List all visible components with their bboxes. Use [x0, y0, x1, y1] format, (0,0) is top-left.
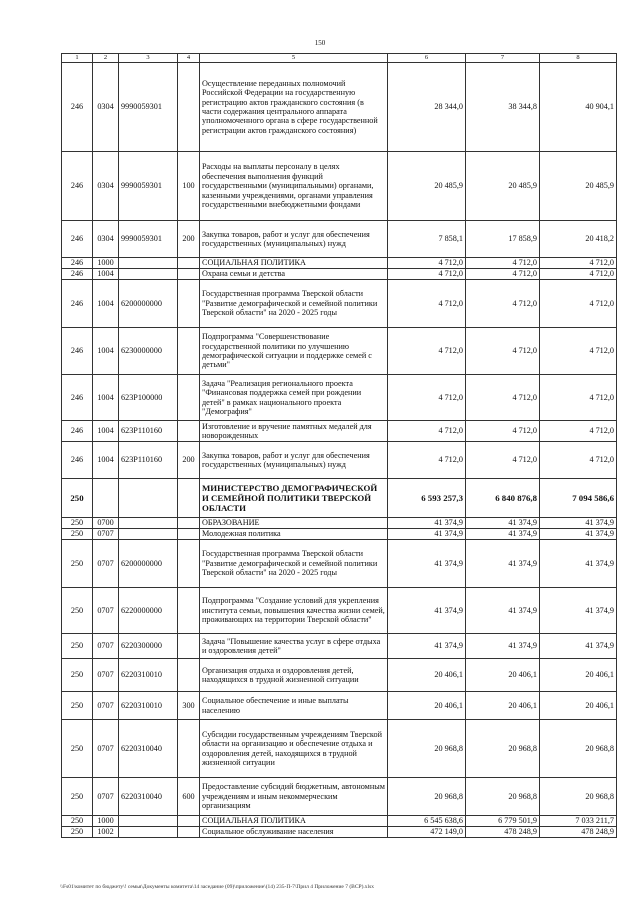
target-article-code: 9990059301 [119, 63, 178, 152]
item-name: Подпрограмма "Создание условий для укрепления института семьи, повышения качества жизни семей, проживающих на территории Тверской области" [200, 588, 388, 634]
row-code: 250 [62, 634, 93, 659]
item-name: Закупка товаров, работ и услуг для обеспечения государственных (муниципальных) нужд [200, 221, 388, 258]
amount-year-3: 20 406,1 [540, 692, 617, 720]
amount-year-1: 4 712,0 [388, 258, 466, 269]
item-name: Расходы на выплаты персоналу в целях обеспечения выполнения функций государственными (муниципальными) органами, казенными учреждениями, органами управления государственными внебюджетными фондами [200, 152, 388, 221]
column-number: 4 [178, 54, 200, 63]
section-code: 1004 [93, 375, 119, 421]
target-article-code [119, 258, 178, 269]
amount-year-1: 4 712,0 [388, 442, 466, 479]
row-code: 250 [62, 659, 93, 692]
row-code: 250 [62, 479, 93, 518]
row-code: 250 [62, 529, 93, 540]
section-code: 0707 [93, 634, 119, 659]
amount-year-3: 41 374,9 [540, 518, 617, 529]
expense-type-code [178, 479, 200, 518]
amount-year-2: 41 374,9 [466, 634, 540, 659]
table-row [62, 816, 617, 827]
row-code: 250 [62, 778, 93, 816]
amount-year-1: 6 545 638,6 [388, 816, 466, 827]
table-row [62, 221, 617, 258]
amount-year-1: 20 968,8 [388, 778, 466, 816]
target-article-code: 6220310010 [119, 659, 178, 692]
item-name: Задача "Реализация регионального проекта "Финансовая поддержка семей при рождении детей" в рамках национального проекта "Демография" [200, 375, 388, 421]
amount-year-3: 41 374,9 [540, 634, 617, 659]
amount-year-1: 4 712,0 [388, 375, 466, 421]
table-row [62, 518, 617, 529]
section-code: 0304 [93, 152, 119, 221]
amount-year-2: 4 712,0 [466, 442, 540, 479]
amount-year-2: 41 374,9 [466, 588, 540, 634]
amount-year-2: 6 840 876,8 [466, 479, 540, 518]
section-code: 1004 [93, 269, 119, 280]
amount-year-1: 41 374,9 [388, 540, 466, 588]
table-row [62, 258, 617, 269]
amount-year-1: 4 712,0 [388, 328, 466, 375]
row-code: 250 [62, 540, 93, 588]
table-row [62, 540, 617, 588]
amount-year-3: 4 712,0 [540, 280, 617, 328]
table-row [62, 634, 617, 659]
amount-year-3: 40 904,1 [540, 63, 617, 152]
expense-type-code [178, 518, 200, 529]
amount-year-2: 20 968,8 [466, 778, 540, 816]
amount-year-1: 4 712,0 [388, 269, 466, 280]
expense-type-code: 200 [178, 442, 200, 479]
expense-type-code [178, 720, 200, 778]
amount-year-3: 20 418,2 [540, 221, 617, 258]
amount-year-2: 4 712,0 [466, 269, 540, 280]
amount-year-3: 4 712,0 [540, 258, 617, 269]
item-name: МИНИСТЕРСТВО ДЕМОГРАФИЧЕСКОЙ И СЕМЕЙНОЙ ПОЛИТИКИ ТВЕРСКОЙ ОБЛАСТИ [200, 479, 388, 518]
item-name: Охрана семьи и детства [200, 269, 388, 280]
table-row [62, 479, 617, 518]
amount-year-2: 17 858,9 [466, 221, 540, 258]
row-code: 246 [62, 269, 93, 280]
section-code: 1004 [93, 421, 119, 442]
amount-year-3: 4 712,0 [540, 421, 617, 442]
target-article-code [119, 269, 178, 280]
expense-type-code [178, 258, 200, 269]
amount-year-2: 4 712,0 [466, 375, 540, 421]
target-article-code: 6230000000 [119, 328, 178, 375]
row-code: 246 [62, 63, 93, 152]
table-row [62, 421, 617, 442]
table-row [62, 529, 617, 540]
table-row [62, 659, 617, 692]
amount-year-2: 4 712,0 [466, 258, 540, 269]
amount-year-2: 41 374,9 [466, 540, 540, 588]
item-name: Молодежная политика [200, 529, 388, 540]
column-number: 6 [388, 54, 466, 63]
expense-type-code [178, 375, 200, 421]
expense-type-code [178, 63, 200, 152]
row-code: 246 [62, 442, 93, 479]
row-code: 250 [62, 692, 93, 720]
table-row [62, 328, 617, 375]
amount-year-1: 20 968,8 [388, 720, 466, 778]
budget-table [61, 53, 617, 838]
table-row [62, 778, 617, 816]
amount-year-3: 478 248,9 [540, 827, 617, 838]
amount-year-1: 20 406,1 [388, 659, 466, 692]
target-article-code [119, 479, 178, 518]
amount-year-1: 20 485,9 [388, 152, 466, 221]
row-code: 250 [62, 588, 93, 634]
target-article-code [119, 827, 178, 838]
table-row [62, 280, 617, 328]
section-code: 0707 [93, 529, 119, 540]
column-number-row [62, 54, 617, 63]
target-article-code: 6220300000 [119, 634, 178, 659]
amount-year-2: 20 485,9 [466, 152, 540, 221]
target-article-code: 6220310010 [119, 692, 178, 720]
expense-type-code: 100 [178, 152, 200, 221]
amount-year-2: 38 344,8 [466, 63, 540, 152]
expense-type-code [178, 529, 200, 540]
amount-year-3: 4 712,0 [540, 442, 617, 479]
target-article-code: 623P100000 [119, 375, 178, 421]
expense-type-code [178, 540, 200, 588]
section-code: 0707 [93, 659, 119, 692]
column-number: 8 [540, 54, 617, 63]
row-code: 246 [62, 328, 93, 375]
section-code: 1004 [93, 442, 119, 479]
page-number: 150 [314, 39, 326, 47]
amount-year-2: 478 248,9 [466, 827, 540, 838]
section-code: 0707 [93, 778, 119, 816]
column-number: 2 [93, 54, 119, 63]
amount-year-2: 4 712,0 [466, 421, 540, 442]
file-path-footer: \\Fs01\комитет по бюджету\! семья\Документы комитета\14 заседание (09)\приложение\(14) 235-П-7\Прил 4 Приложение 7 (ВСР).xlsx [60, 884, 374, 890]
amount-year-3: 7 094 586,6 [540, 479, 617, 518]
amount-year-3: 4 712,0 [540, 328, 617, 375]
target-article-code [119, 529, 178, 540]
target-article-code: 9990059301 [119, 152, 178, 221]
row-code: 250 [62, 827, 93, 838]
item-name: Задача "Повышение качества услуг в сфере отдыха и оздоровления детей" [200, 634, 388, 659]
amount-year-2: 20 406,1 [466, 659, 540, 692]
amount-year-2: 41 374,9 [466, 529, 540, 540]
section-code: 1000 [93, 816, 119, 827]
amount-year-1: 4 712,0 [388, 280, 466, 328]
expense-type-code [178, 421, 200, 442]
target-article-code: 9990059301 [119, 221, 178, 258]
row-code: 250 [62, 518, 93, 529]
expense-type-code: 300 [178, 692, 200, 720]
amount-year-2: 6 779 501,9 [466, 816, 540, 827]
item-name: Субсидии государственным учреждениям Тверской области на организацию и обеспечение отдыха и оздоровления детей, находящихся в трудной жизненной ситуации [200, 720, 388, 778]
row-code: 250 [62, 816, 93, 827]
target-article-code [119, 816, 178, 827]
table-row [62, 63, 617, 152]
section-code: 0707 [93, 540, 119, 588]
item-name: СОЦИАЛЬНАЯ ПОЛИТИКА [200, 816, 388, 827]
item-name: Предоставление субсидий бюджетным, автономным учреждениям и иным некоммерческим организациям [200, 778, 388, 816]
section-code: 0304 [93, 221, 119, 258]
amount-year-1: 4 712,0 [388, 421, 466, 442]
row-code: 246 [62, 375, 93, 421]
amount-year-3: 4 712,0 [540, 269, 617, 280]
amount-year-1: 28 344,0 [388, 63, 466, 152]
expense-type-code [178, 659, 200, 692]
column-number: 5 [200, 54, 388, 63]
amount-year-2: 20 406,1 [466, 692, 540, 720]
expense-type-code [178, 328, 200, 375]
item-name: СОЦИАЛЬНАЯ ПОЛИТИКА [200, 258, 388, 269]
row-code: 246 [62, 280, 93, 328]
row-code: 246 [62, 152, 93, 221]
row-code: 250 [62, 720, 93, 778]
row-code: 246 [62, 258, 93, 269]
item-name: Закупка товаров, работ и услуг для обеспечения государственных (муниципальных) нужд [200, 442, 388, 479]
section-code: 1004 [93, 280, 119, 328]
table-row [62, 375, 617, 421]
table-row [62, 588, 617, 634]
amount-year-1: 41 374,9 [388, 634, 466, 659]
item-name: Государственная программа Тверской области "Развитие демографической и семейной политики Тверской области" на 2020 - 2025 годы [200, 280, 388, 328]
section-code: 1000 [93, 258, 119, 269]
target-article-code [119, 518, 178, 529]
amount-year-1: 6 593 257,3 [388, 479, 466, 518]
expense-type-code [178, 269, 200, 280]
section-code: 0707 [93, 588, 119, 634]
expense-type-code [178, 827, 200, 838]
item-name: Осуществление переданных полномочий Российской Федерации на государственную регистрацию актов гражданского состояния (в части содержания центрального аппарата уполномоченного органа в сфере государственной регистрации актов гражданского состояния) [200, 63, 388, 152]
amount-year-3: 20 968,8 [540, 720, 617, 778]
row-code: 246 [62, 421, 93, 442]
section-code: 0700 [93, 518, 119, 529]
amount-year-3: 4 712,0 [540, 375, 617, 421]
amount-year-1: 472 149,0 [388, 827, 466, 838]
item-name: Социальное обслуживание населения [200, 827, 388, 838]
table-row [62, 442, 617, 479]
table-row [62, 692, 617, 720]
target-article-code: 623P110160 [119, 442, 178, 479]
expense-type-code: 600 [178, 778, 200, 816]
amount-year-2: 4 712,0 [466, 328, 540, 375]
table-row [62, 720, 617, 778]
target-article-code: 6220000000 [119, 588, 178, 634]
amount-year-3: 7 033 211,7 [540, 816, 617, 827]
amount-year-1: 41 374,9 [388, 529, 466, 540]
target-article-code: 6200000000 [119, 280, 178, 328]
section-code [93, 479, 119, 518]
table-row [62, 152, 617, 221]
expense-type-code: 200 [178, 221, 200, 258]
amount-year-2: 41 374,9 [466, 518, 540, 529]
item-name: Организация отдыха и оздоровления детей, находящихся в трудной жизненной ситуации [200, 659, 388, 692]
target-article-code: 623P110160 [119, 421, 178, 442]
section-code: 0304 [93, 63, 119, 152]
expense-type-code [178, 280, 200, 328]
item-name: Социальное обеспечение и иные выплаты населению [200, 692, 388, 720]
target-article-code: 6200000000 [119, 540, 178, 588]
amount-year-2: 20 968,8 [466, 720, 540, 778]
section-code: 1004 [93, 328, 119, 375]
amount-year-3: 41 374,9 [540, 588, 617, 634]
amount-year-1: 41 374,9 [388, 518, 466, 529]
item-name: Подпрограмма "Совершенствование государственной политики по улучшению демографической ситуации и поддержке семей с детьми" [200, 328, 388, 375]
amount-year-1: 7 858,1 [388, 221, 466, 258]
item-name: Изготовление и вручение памятных медалей для новорожденных [200, 421, 388, 442]
table-row [62, 269, 617, 280]
expense-type-code [178, 634, 200, 659]
item-name: Государственная программа Тверской области "Развитие демографической и семейной политики Тверской области" на 2020 - 2025 годы [200, 540, 388, 588]
section-code: 0707 [93, 720, 119, 778]
column-number: 3 [119, 54, 178, 63]
table-row [62, 827, 617, 838]
amount-year-1: 20 406,1 [388, 692, 466, 720]
amount-year-3: 41 374,9 [540, 540, 617, 588]
amount-year-3: 20 406,1 [540, 659, 617, 692]
column-number: 7 [466, 54, 540, 63]
expense-type-code [178, 816, 200, 827]
expense-type-code [178, 588, 200, 634]
section-code: 1002 [93, 827, 119, 838]
row-code: 246 [62, 221, 93, 258]
amount-year-1: 41 374,9 [388, 588, 466, 634]
target-article-code: 6220310040 [119, 720, 178, 778]
item-name: ОБРАЗОВАНИЕ [200, 518, 388, 529]
amount-year-3: 41 374,9 [540, 529, 617, 540]
column-number: 1 [62, 54, 93, 63]
section-code: 0707 [93, 692, 119, 720]
amount-year-2: 4 712,0 [466, 280, 540, 328]
amount-year-3: 20 485,9 [540, 152, 617, 221]
amount-year-3: 20 968,8 [540, 778, 617, 816]
target-article-code: 6220310040 [119, 778, 178, 816]
